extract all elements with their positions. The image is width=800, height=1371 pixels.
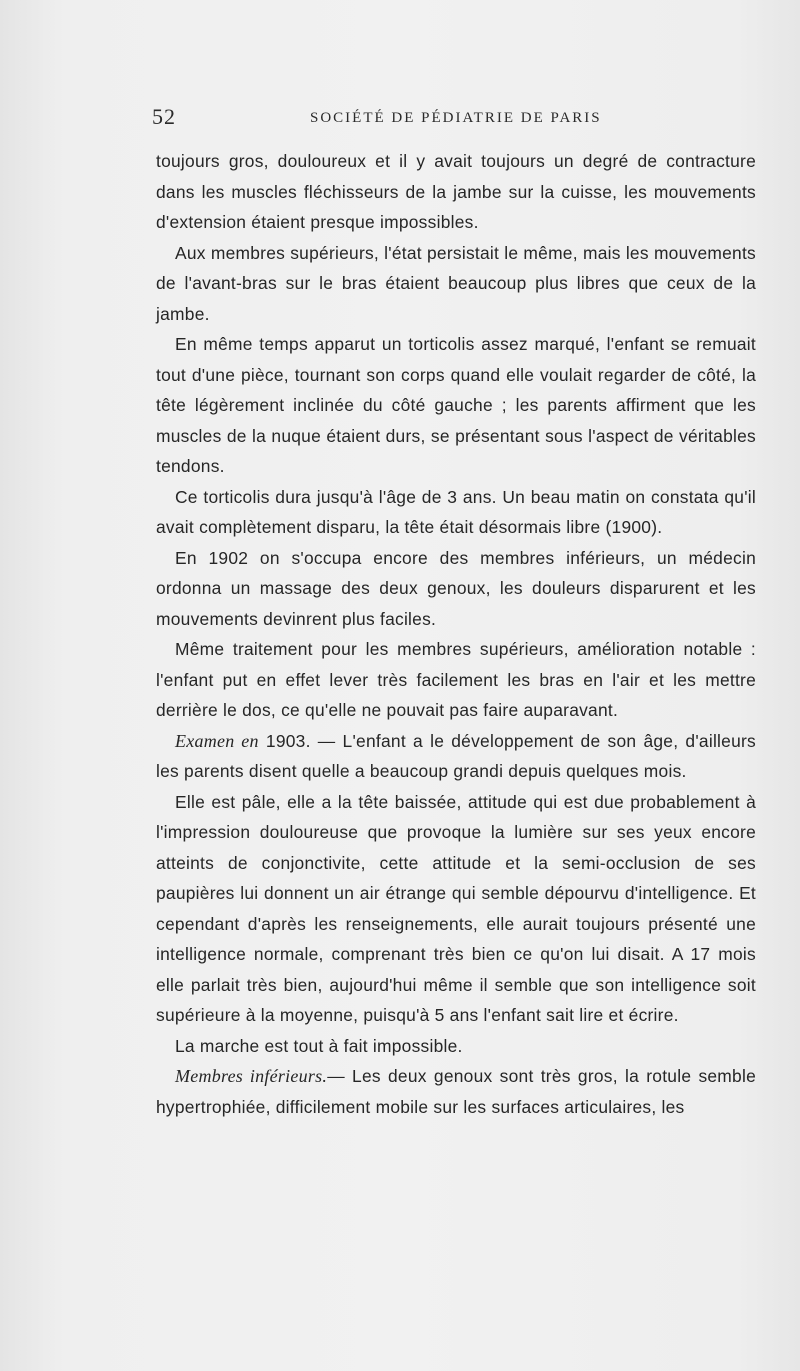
paragraph-10 xyxy=(156,1061,756,1122)
paragraph-1: toujours gros, douloureux et il y avait toujours un degré de contracture dans les muscles fléchisseurs de la jambe sur la cuisse, les mouvements d'extension étaient presque impossibles. xyxy=(156,151,756,232)
page-number: 52 xyxy=(152,104,176,129)
paragraph-10-text: — Les deux genoux sont très gros, la rotule semble hypertrophiée, difficilement mobile sur les surfaces articulaires, les xyxy=(156,1066,757,1117)
paragraph-7-text: 1903. — L'enfant a le développement de son âge, d'ailleurs les parents disent quelle a beaucoup grandi depuis quelques mois. xyxy=(156,730,756,781)
running-title: SOCIÉTÉ DE PÉDIATRIE DE PARIS xyxy=(310,110,602,126)
paragraph-9: La marche est tout à fait impossible. xyxy=(175,1035,463,1056)
paragraph-7-lead: Examen en xyxy=(175,730,259,751)
paragraph-2: Aux membres supérieurs, l'état persistait le même, mais les mouvements de l'avant-bras sur le bras étaient beaucoup plus libres que ceux de la jambe. xyxy=(156,242,756,324)
paragraph-7 xyxy=(156,726,756,787)
page-header xyxy=(152,104,762,134)
paragraph-3: En même temps apparut un torticolis assez marqué, l'enfant se remuait tout d'une pièce, tournant son corps quand elle voulait regarder de côté, la tête légèrement inclinée du côté gauche ; les parents affirment que les muscles de la nuque étaient durs, se présentant sous l'aspect de véritables tendons. xyxy=(156,334,756,476)
paragraph-8: Elle est pâle, elle a la tête baissée, attitude qui est due probablement à l'impression douloureuse que provoque la lumière sur ses yeux encore atteints de conjonctivite, cette attitude et la semi-occlusion de ses paupières lui donnent un air étrange qui semble dépourvu d'intelligence. Et cependant d'après les renseignements, elle aurait toujours présenté une intelligence normale, comprenant très bien ce qu'on lui disait. A 17 mois elle parlait très bien, aujourd'hui même il semble que son intelligence soit supérieure à la moyenne, puisqu'à 5 ans l'enfant sait lire et écrire. xyxy=(156,791,756,1025)
paragraph-10-lead: Membres inférieurs. xyxy=(175,1066,328,1086)
paragraph-4: Ce torticolis dura jusqu'à l'âge de 3 ans. Un beau matin on constata qu'il avait complètement disparu, la tête était désormais libre (1900). xyxy=(156,486,756,537)
body-text xyxy=(156,146,756,1122)
paragraph-5: En 1902 on s'occupa encore des membres inférieurs, un médecin ordonna un massage des deux genoux, les douleurs disparurent et les mouvements devinrent plus faciles. xyxy=(156,547,756,629)
paragraph-6: Même traitement pour les membres supérieurs, amélioration notable : l'enfant put en effet lever très facilement les bras en l'air et les mettre derrière le dos, ce qu'elle ne pouvait pas faire auparavant. xyxy=(156,639,756,720)
